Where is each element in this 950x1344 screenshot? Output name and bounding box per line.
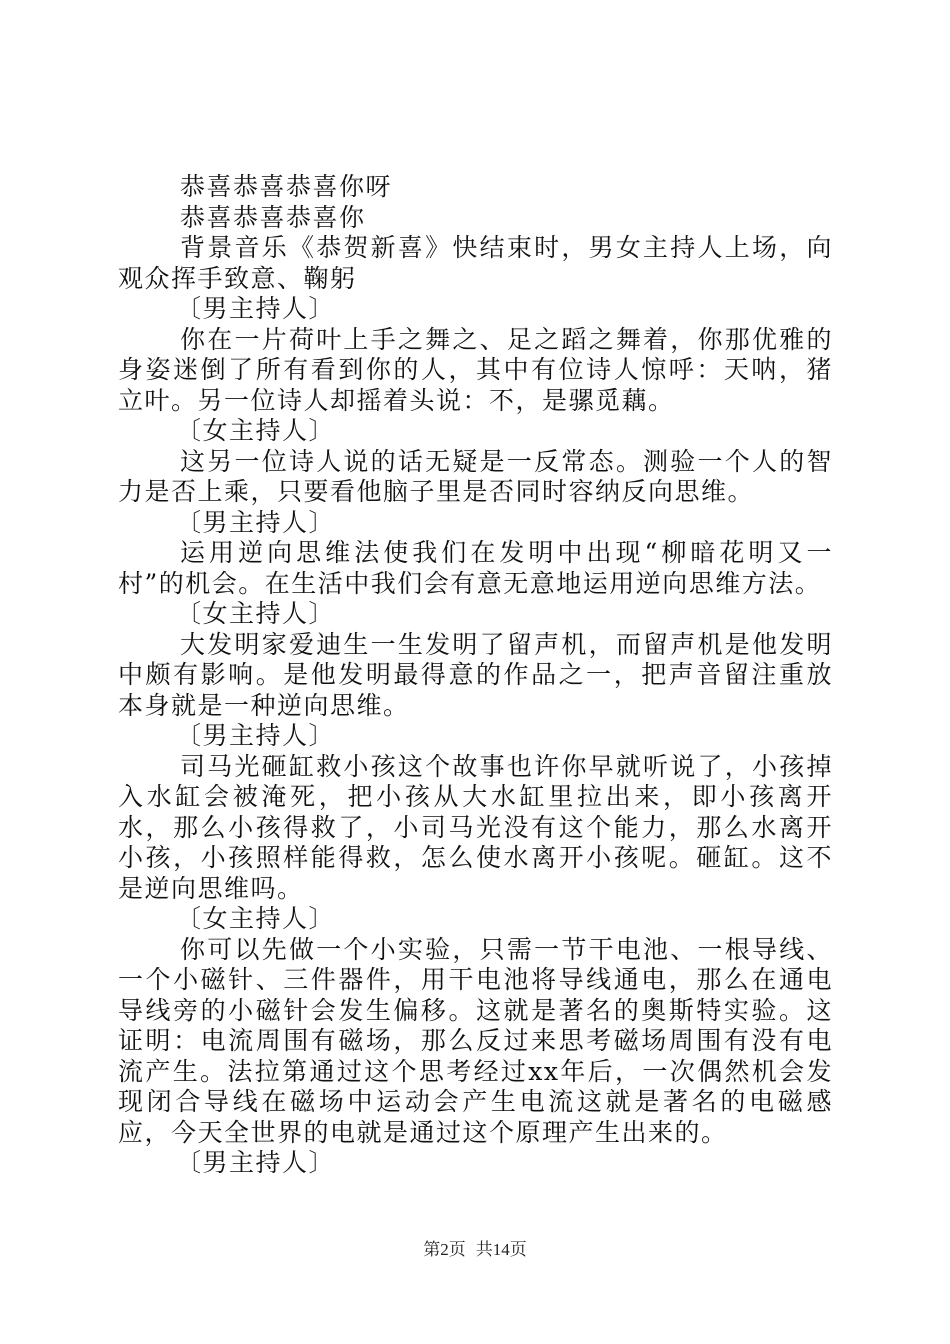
paragraph-dialogue: 运用逆向思维法使我们在发明中出现“柳暗花明又一村”的机会。在生活中我们会有意无意地运用逆向思维方法。 bbox=[118, 538, 833, 598]
paragraph-dialogue: 你可以先做一个小实验，只需一节干电池、一根导线、一个小磁针、三件器件，用干电池将导线通电，那么在通电导线旁的小磁针会发生偏移。这就是著名的奥斯特实验。这证明：电流周围有磁场，那么反过来思考磁场周围有没有电流产生。法拉第通过这个思考经过xx年后，一次偶然机会发现闭合导线在磁场中运动会产生电流这就是著名的电磁感应，今天全世界的电就是通过这个原理产生出来的。 bbox=[118, 934, 833, 1147]
paragraph-lyric-1: 恭喜恭喜恭喜你呀 bbox=[180, 172, 393, 201]
paragraph-lyric-2: 恭喜恭喜恭喜你 bbox=[180, 202, 366, 232]
speaker-label-male-host: 〔男主持人〕 bbox=[176, 294, 336, 323]
page-number: 第2页 bbox=[423, 1240, 466, 1259]
speaker-label-female-host: 〔女主持人〕 bbox=[176, 416, 336, 445]
paragraph-dialogue: 大发明家爱迪生一生发明了留声机，而留声机是他发明中颇有影响。是他发明最得意的作品之一，把声音留注重放本身就是一种逆向思维。 bbox=[118, 629, 833, 720]
page-total: 共14页 bbox=[475, 1240, 527, 1259]
speaker-label-male-host: 〔男主持人〕 bbox=[176, 1148, 336, 1177]
paragraph-dialogue: 这另一位诗人说的话无疑是一反常态。测验一个人的智力是否上乘，只要看他脑子里是否同时容纳反向思维。 bbox=[118, 446, 833, 506]
page-footer bbox=[0, 1235, 950, 1260]
speaker-label-female-host: 〔女主持人〕 bbox=[176, 904, 336, 933]
paragraph-dialogue: 你在一片荷叶上手之舞之、足之蹈之舞着，你那优雅的身姿迷倒了所有看到你的人，其中有位诗人惊呼：天呐，猪立叶。另一位诗人却摇着头说：不，是骡觅藕。 bbox=[118, 324, 833, 415]
document-body bbox=[118, 172, 833, 1179]
speaker-label-male-host: 〔男主持人〕 bbox=[176, 721, 336, 750]
paragraph-stage-direction: 背景音乐《恭贺新喜》快结束时，男女主持人上场，向观众挥手致意、鞠躬 bbox=[118, 233, 833, 293]
speaker-label-male-host: 〔男主持人〕 bbox=[176, 507, 336, 537]
paragraph-dialogue: 司马光砸缸救小孩这个故事也许你早就听说了，小孩掉入水缸会被淹死，把小孩从大水缸里拉出来，即小孩离开水，那么小孩得救了，小司马光没有这个能力，那么水离开小孩，小孩照样能得救，怎么使水离开小孩呢。砸缸。这不是逆向思维吗。 bbox=[118, 751, 833, 903]
speaker-label-female-host: 〔女主持人〕 bbox=[176, 599, 336, 628]
